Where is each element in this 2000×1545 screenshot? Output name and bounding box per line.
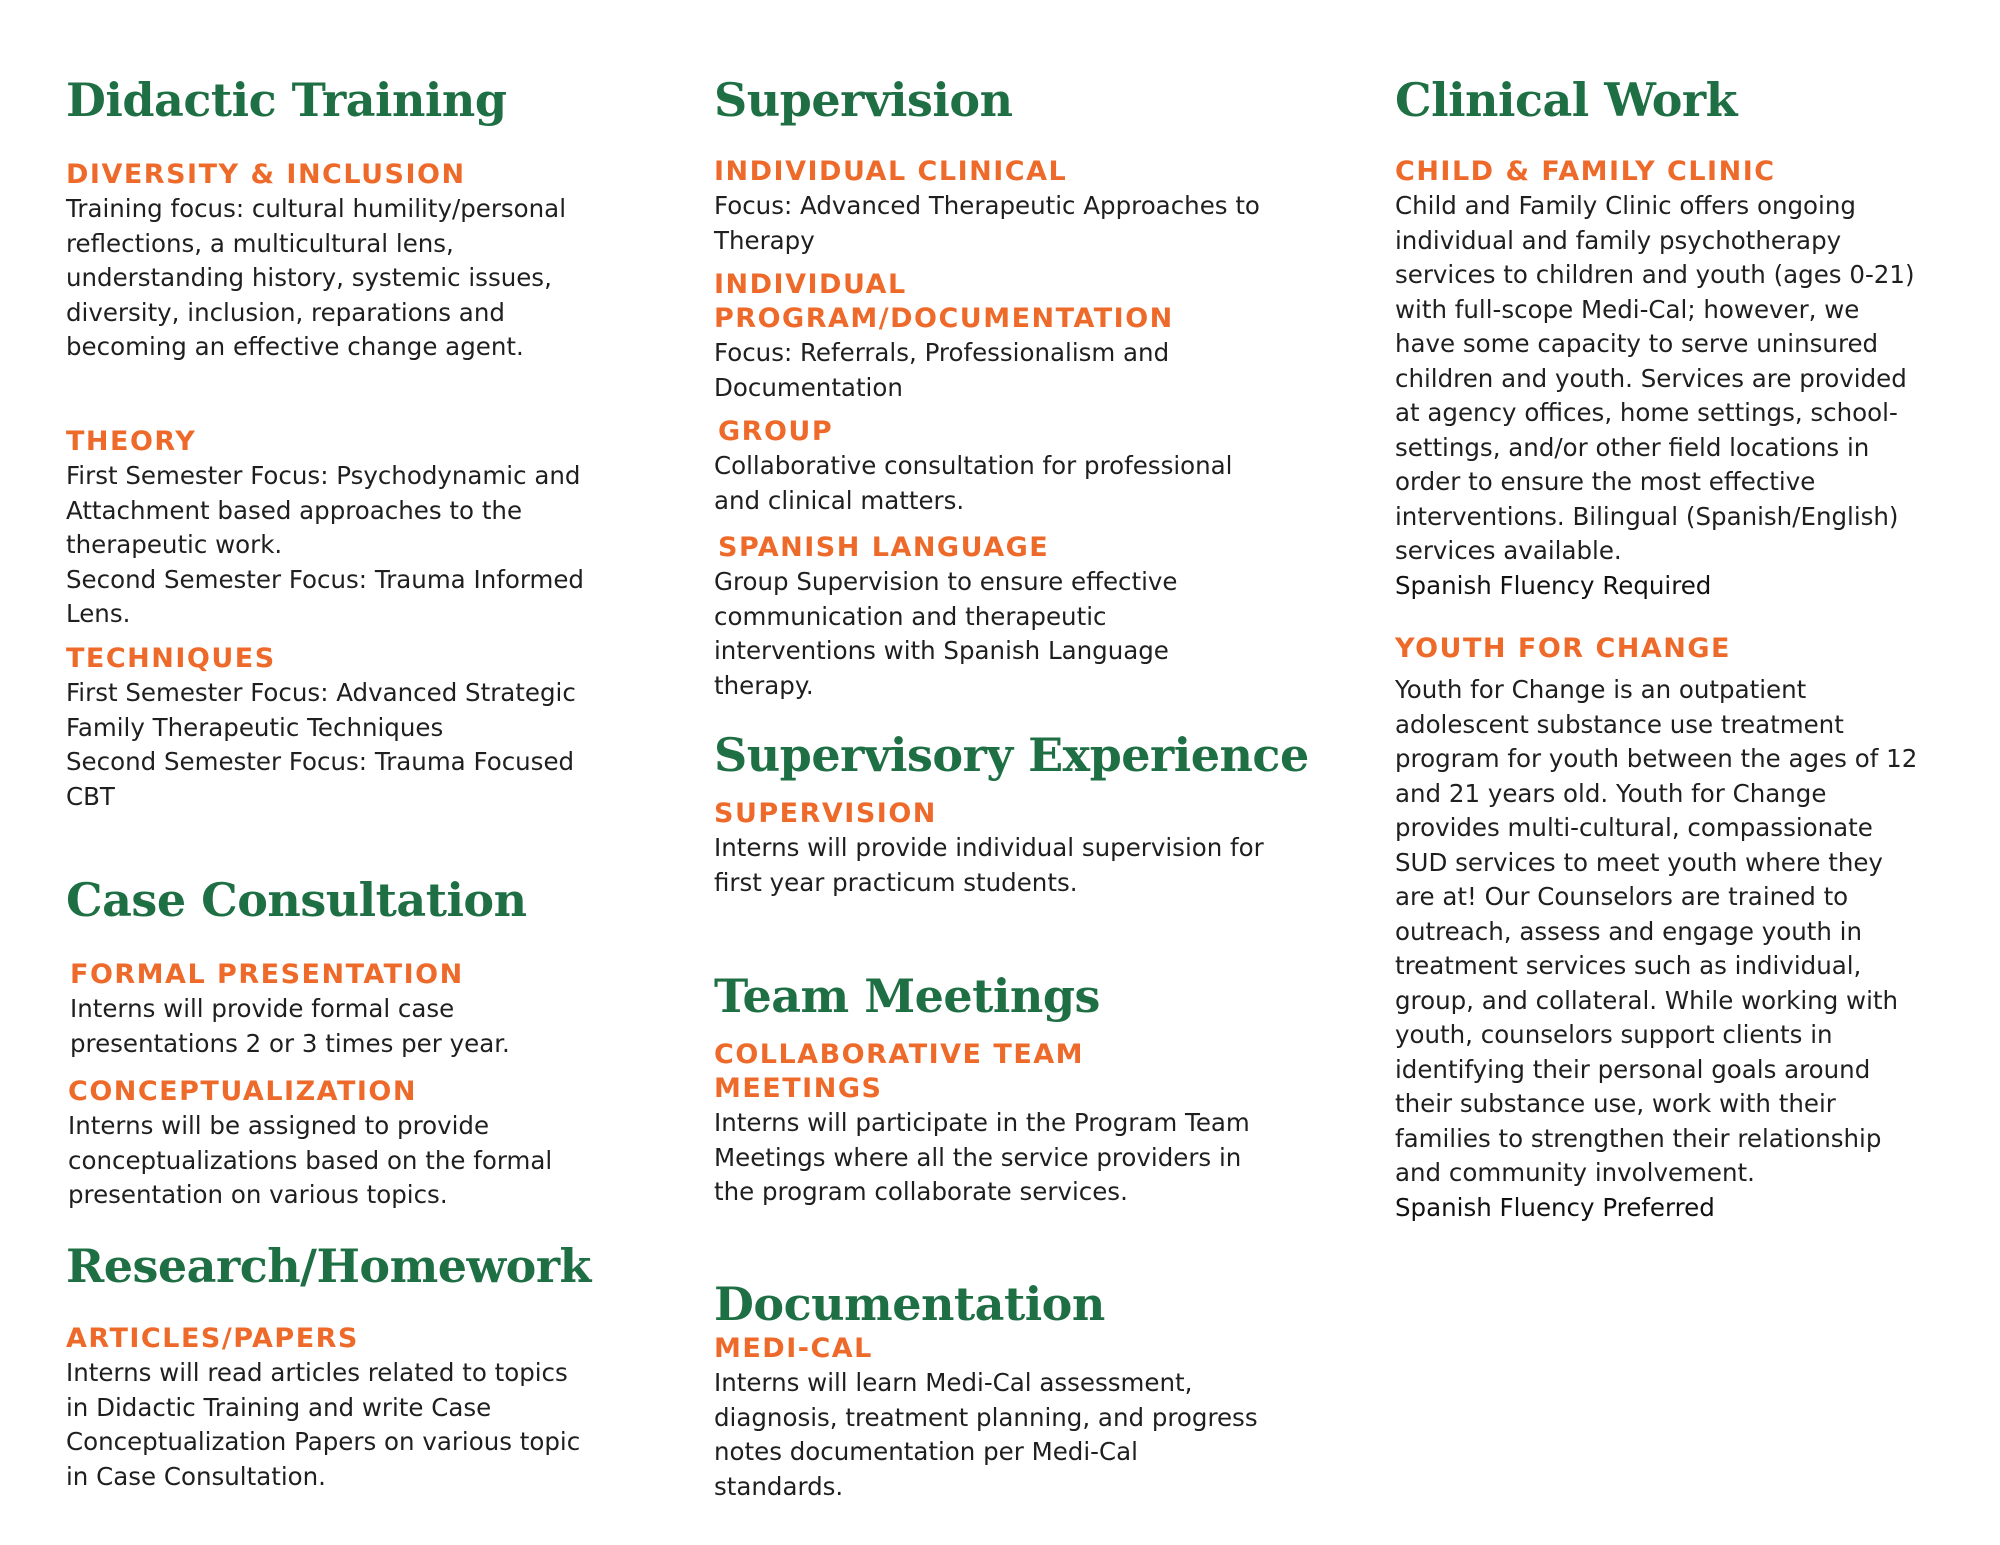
section-title-clinical-work: Clinical Work	[1395, 73, 1737, 127]
subsection-medi-cal	[714, 1332, 1274, 1504]
subsection-group	[718, 415, 1278, 449]
section-title-research-homework: Research/Homework	[66, 1239, 591, 1293]
subsection-child-family-clinic	[1395, 155, 1925, 603]
subheading-diversity-inclusion: DIVERSITY & INCLUSION	[66, 159, 466, 190]
subheading-theory: THEORY	[66, 426, 197, 457]
text-theory-first-semester: First Semester Focus: Psychodynamic and Attachment based approaches to the therapeutic work.	[66, 461, 581, 559]
text-child-family-clinic: Child and Family Clinic offers ongoing individual and family psychotherapy services to children and youth (ages 0-21) with full-scope Medi-Cal; however, we have some capacity to serve uninsured children and youth. Services are provided at agency offices, home settings, school-settings, and/or other field locations in order to ensure the most effective interventions. Bilingual (Spanish/English) services available.	[1395, 191, 1915, 565]
subsection-formal-presentation	[70, 958, 590, 1061]
subsection-techniques	[66, 642, 586, 814]
subheading-individual-clinical: INDIVIDUAL CLINICAL	[714, 156, 1068, 187]
text-youth-for-change: Youth for Change is an outpatient adolescent substance use treatment program for youth between the ages of 12 and 21 years old. Youth for Change provides multi-cultural, compassionate SUD services to meet youth where they are at! Our Counselors are trained to outreach, assess and engage youth in treatment services such as individual, group, and collateral. While working with youth, counselors support clients in identifying their personal goals around their substance use, work with their families to strengthen their relationship and community involvement.	[1395, 675, 1918, 1187]
section-supervisory-experience	[714, 727, 1309, 783]
text-medi-cal: Interns will learn Medi-Cal assessment, diagnosis, treatment planning, and progress notes documentation per Medi-Cal standards.	[714, 1368, 1258, 1501]
subsection-theory	[66, 425, 586, 632]
section-case-consultation	[66, 872, 586, 928]
subheading-supervision: SUPERVISION	[714, 798, 937, 829]
subheading-line-1: COLLABORATIVE TEAM	[714, 1039, 1085, 1070]
subheading-line-2: MEETINGS	[714, 1073, 883, 1104]
subheading-group: GROUP	[718, 416, 834, 447]
text-techniques-second-semester: Second Semester Focus: Trauma Focused CBT	[66, 747, 575, 811]
subsection-spanish-language	[718, 531, 1278, 565]
subheading-collaborative-team-meetings	[714, 1038, 1274, 1106]
subheading-techniques: TECHNIQUES	[66, 643, 276, 674]
subsection-diversity-inclusion	[66, 158, 586, 365]
subsection-individual-clinical	[714, 155, 1274, 258]
subsection-youth-for-change	[1395, 632, 1925, 1225]
text-articles-papers: Interns will read articles related to topics in Didactic Training and write Case Conceptualization Papers on various topic in Case Consultation.	[66, 1358, 581, 1491]
subheading-medi-cal: MEDI-CAL	[714, 1333, 873, 1364]
subsection-supervision-experience	[714, 797, 1274, 900]
text-theory-second-semester: Second Semester Focus: Trauma Informed Lens.	[66, 564, 584, 628]
section-documentation	[714, 1276, 1274, 1332]
section-title-documentation: Documentation	[714, 1277, 1105, 1331]
subsection-individual-program-documentation	[714, 268, 1274, 405]
note-spanish-fluency-preferred: Spanish Fluency Preferred	[1395, 1192, 1715, 1222]
section-team-meetings	[714, 968, 1274, 1024]
subheading-articles-papers: ARTICLES/PAPERS	[66, 1323, 359, 1354]
section-supervision	[714, 72, 1274, 128]
text-diversity-inclusion: Training focus: cultural humility/personal reflections, a multicultural lens, understanding history, systemic issues, diversity, inclusion, reparations and becoming an effective change agent.	[66, 194, 567, 361]
text-formal-presentation: Interns will provide formal case presentations 2 or 3 times per year.	[70, 994, 510, 1058]
subheading-youth-for-change: YOUTH FOR CHANGE	[1395, 633, 1731, 664]
section-title-team-meetings: Team Meetings	[714, 969, 1100, 1023]
subheading-individual-program-documentation	[714, 268, 1274, 336]
text-supervision-experience: Interns will provide individual supervision for first year practicum students.	[714, 833, 1264, 897]
section-title-didactic-training: Didactic Training	[66, 73, 507, 127]
text-collaborative-team-meetings: Interns will participate in the Program Team Meetings where all the service providers in the program collaborate services.	[714, 1108, 1250, 1206]
subsection-conceptualization	[68, 1075, 588, 1213]
text-individual-clinical: Focus: Advanced Therapeutic Approaches to Therapy	[714, 191, 1260, 255]
subheading-line-1: INDIVIDUAL	[714, 269, 907, 300]
subheading-line-2: PROGRAM/DOCUMENTATION	[714, 303, 1174, 334]
subsection-articles-papers	[66, 1322, 586, 1494]
subsection-spanish-language-body	[714, 565, 1274, 703]
subsection-collaborative-team-meetings	[714, 1038, 1274, 1210]
section-title-supervisory-experience: Supervisory Experience	[714, 728, 1309, 782]
subheading-conceptualization: CONCEPTUALIZATION	[68, 1076, 417, 1107]
note-spanish-fluency-required: Spanish Fluency Required	[1395, 570, 1712, 600]
text-conceptualization: Interns will be assigned to provide conceptualizations based on the formal presentation on various topics.	[68, 1111, 553, 1209]
text-spanish-language: Group Supervision to ensure effective communication and therapeutic interventions with Spanish Language therapy.	[714, 567, 1178, 700]
subheading-spanish-language: SPANISH LANGUAGE	[718, 532, 1050, 563]
section-title-case-consultation: Case Consultation	[66, 873, 527, 927]
section-research-homework	[66, 1238, 591, 1294]
section-didactic-training	[66, 72, 586, 128]
section-title-supervision: Supervision	[714, 73, 1013, 127]
subheading-child-family-clinic: CHILD & FAMILY CLINIC	[1395, 156, 1776, 187]
subheading-formal-presentation: FORMAL PRESENTATION	[70, 959, 464, 990]
text-techniques-first-semester: First Semester Focus: Advanced Strategic Family Therapeutic Techniques	[66, 678, 576, 742]
text-group: Collaborative consultation for professional and clinical matters.	[714, 451, 1233, 515]
section-clinical-work	[1395, 72, 1925, 128]
subsection-group-body	[714, 449, 1274, 518]
text-individual-program-documentation: Focus: Referrals, Professionalism and Documentation	[714, 338, 1170, 402]
